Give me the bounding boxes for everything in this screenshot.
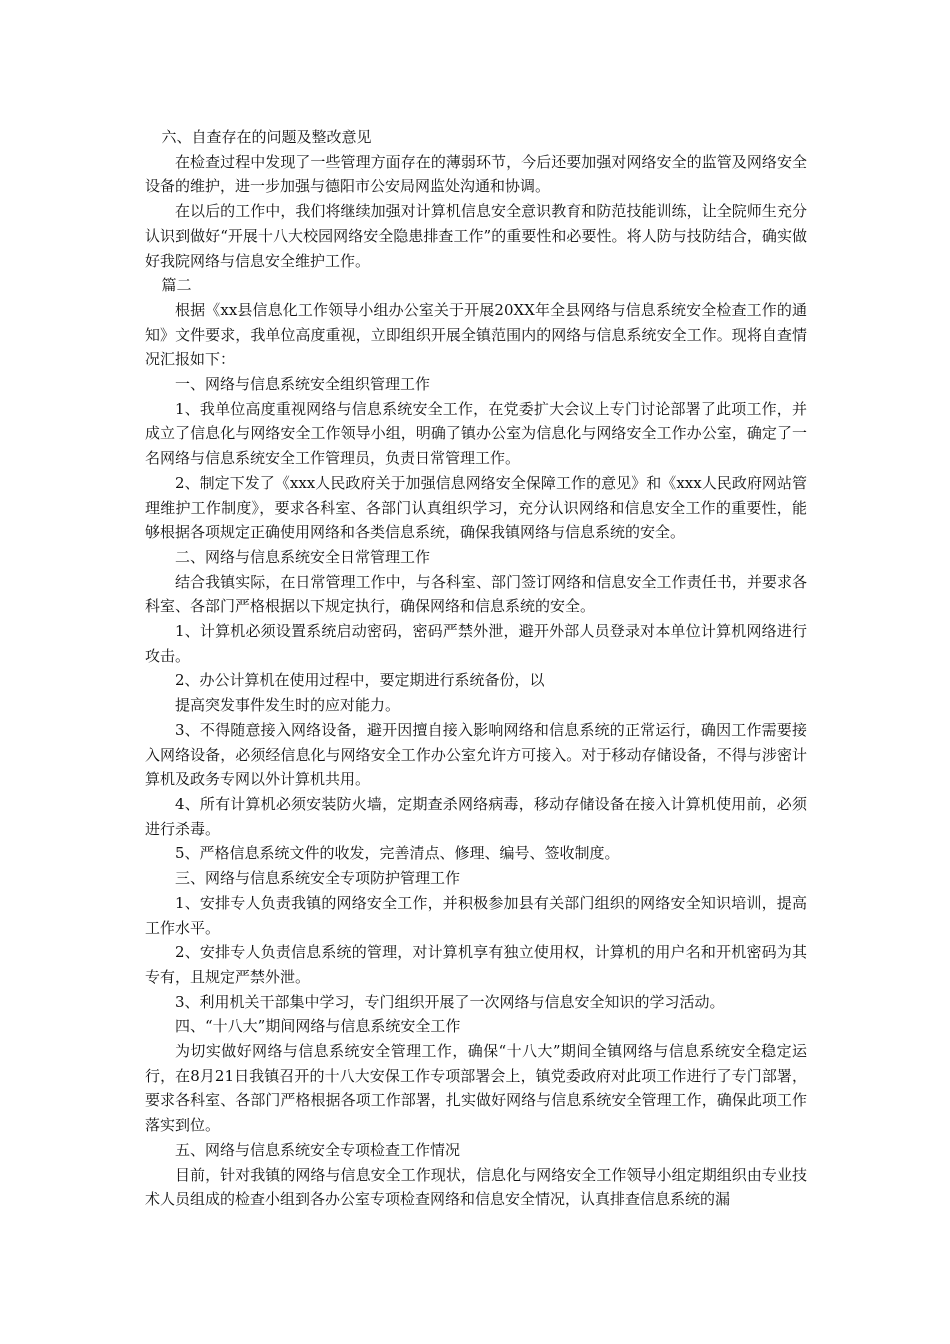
paragraph: 在检查过程中发现了一些管理方面存在的薄弱环节，今后还要加强对网络安全的监管及网络安全设备的维护，进一步加强与德阳市公安局网监处沟通和协调。 xyxy=(145,152,807,196)
paragraph: 篇二 xyxy=(161,276,192,295)
paragraph: 根据《xx县信息化工作领导小组办公室关于开展20XX年全县网络与信息系统安全检查工作的通知》文件要求，我单位高度重视，立即组织开展全镇范围内的网络与信息系统安全工作。现将自查情况汇报如下： xyxy=(145,300,807,369)
paragraph: 3、不得随意接入网络设备，避开因擅自接入影响网络和信息系统的正常运行，确因工作需要接入网络设备，必须经信息化与网络安全工作办公室允许方可接入。对于移动存储设备，不得与涉密计算机及政务专网以外计算机共用。 xyxy=(145,720,807,789)
paragraph: 目前，针对我镇的网络与信息安全工作现状，信息化与网络安全工作领导小组定期组织由专业技术人员组成的检查小组到各办公室专项检查网络和信息安全情况，认真排查信息系统的漏 xyxy=(145,1165,807,1209)
paragraph: 六、自查存在的问题及整改意见 xyxy=(161,128,372,146)
document-page xyxy=(145,125,807,1212)
paragraph: 二、网络与信息系统安全日常管理工作 xyxy=(175,547,431,566)
paragraph: 提高突发事件发生时的应对能力。 xyxy=(175,696,401,715)
paragraph: 2、安排专人负责信息系统的管理，对计算机享有独立使用权，计算机的用户名和开机密码为其专有，且规定严禁外泄。 xyxy=(145,943,807,986)
paragraph: 1、安排专人负责我镇的网络安全工作，并积极参加县有关部门组织的网络安全知识培训，提高工作水平。 xyxy=(145,893,807,937)
paragraph: 4、所有计算机必须安装防火墙，定期查杀网络病毒，移动存储设备在接入计算机使用前，必须进行杀毒。 xyxy=(145,794,807,838)
paragraph: 2、办公计算机在使用过程中，要定期进行系统备份，以 xyxy=(175,671,545,690)
paragraph: 1、计算机必须设置系统启动密码，密码严禁外泄，避开外部人员登录对本单位计算机网络进行攻击。 xyxy=(145,622,807,665)
paragraph: 2、制定下发了《xxx人民政府关于加强信息网络安全保障工作的意见》和《xxx人民政府网站管理维护工作制度》，要求各科室、各部门认真组织学习，充分认识网络和信息安全工作的重要性，能够根据各项规定正确使用网络和各类信息系统，确保我镇网络与信息系统的安全。 xyxy=(145,473,807,542)
paragraph: 为切实做好网络与信息系统安全管理工作，确保“十八大”期间全镇网络与信息系统安全稳定运行，在8月21日我镇召开的十八大安保工作专项部署会上，镇党委政府对此项工作进行了专门部署，要求各科室、各部门严格根据各项工作部署，扎实做好网络与信息系统安全管理工作，确保此项工作落实到位。 xyxy=(145,1042,807,1135)
paragraph: 5、严格信息系统文件的收发，完善清点、修理、编号、签收制度。 xyxy=(175,844,620,863)
paragraph: 一、网络与信息系统安全组织管理工作 xyxy=(175,375,431,394)
paragraph: 四、“十八大”期间网络与信息系统安全工作 xyxy=(175,1017,461,1036)
paragraph: 3、利用机关干部集中学习，专门组织开展了一次网络与信息安全知识的学习活动。 xyxy=(175,992,725,1011)
paragraph: 三、网络与信息系统安全专项防护管理工作 xyxy=(175,869,461,888)
paragraph: 在以后的工作中，我们将继续加强对计算机信息安全意识教育和防范技能训练，让全院师生充分认识到做好“开展十八大校园网络安全隐患排查工作”的重要性和必要性。将人防与技防结合，确实做好我院网络与信息安全维护工作。 xyxy=(145,202,807,270)
paragraph: 五、网络与信息系统安全专项检查工作情况 xyxy=(175,1140,461,1159)
paragraph: 1、我单位高度重视网络与信息系统安全工作，在党委扩大会议上专门讨论部署了此项工作，并成立了信息化与网络安全工作领导小组，明确了镇办公室为信息化与网络安全工作办公室，确定了一名网络与信息系统安全工作管理员，负责日常管理工作。 xyxy=(145,399,807,468)
paragraph: 结合我镇实际，在日常管理工作中，与各科室、部门签订网络和信息安全工作责任书，并要求各科室、各部门严格根据以下规定执行，确保网络和信息系统的安全。 xyxy=(145,572,807,616)
